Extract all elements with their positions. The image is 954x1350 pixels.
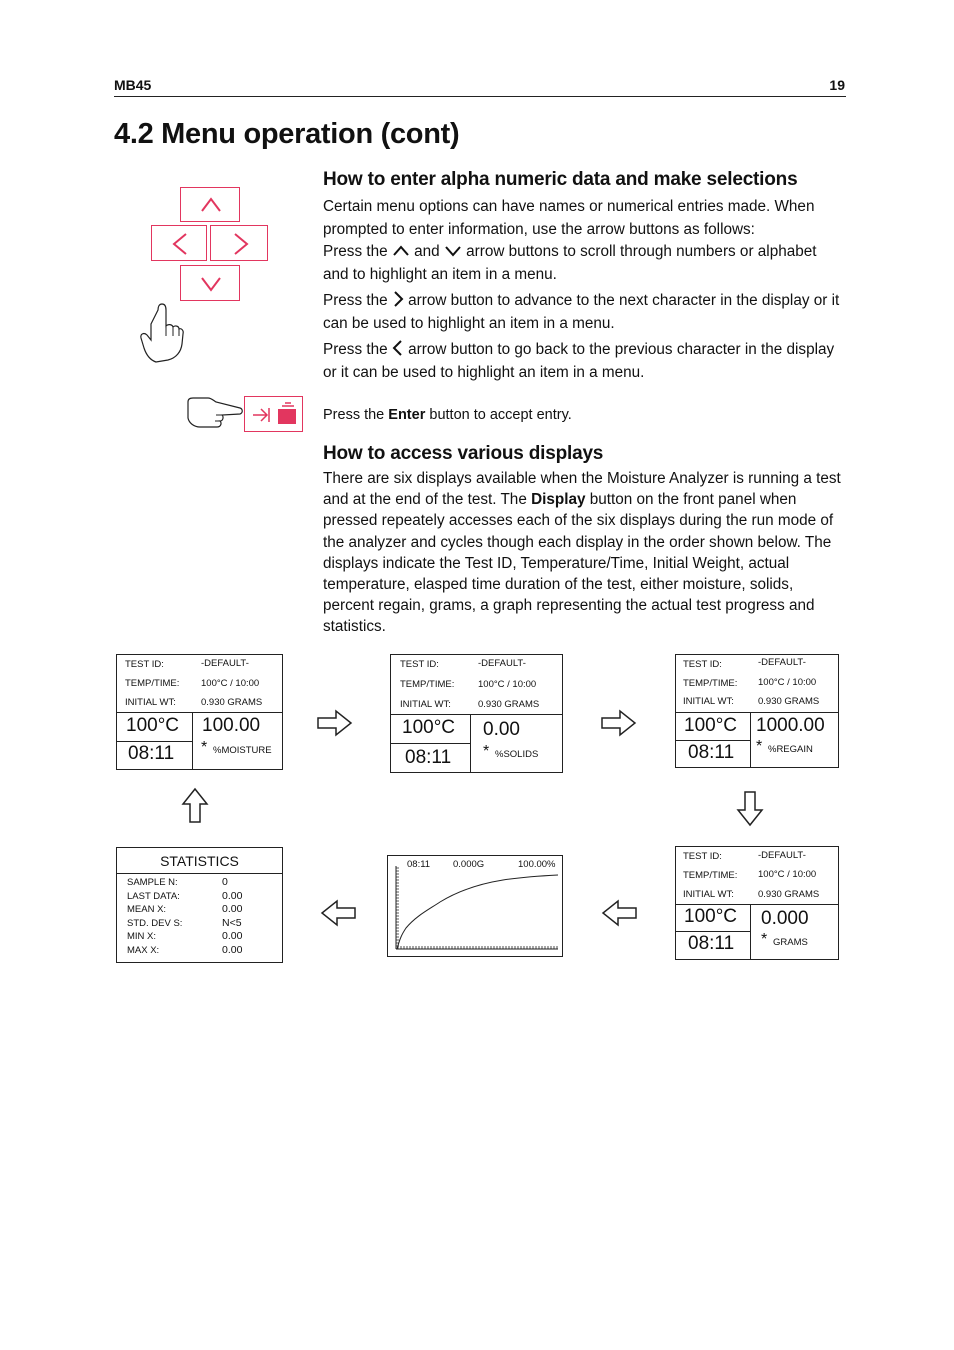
display-solids	[390, 654, 563, 773]
flow-arrow-icon	[600, 709, 638, 737]
value-temp-time: 100°C / 10:00	[758, 869, 817, 880]
page-title: 4.2 Menu operation (cont)	[114, 118, 460, 150]
left-arrow-icon	[392, 339, 404, 357]
star-marker: *	[483, 743, 490, 760]
star-marker: *	[756, 738, 763, 755]
graph-weight: 0.000G	[453, 859, 485, 870]
statistics-value: 0	[222, 876, 228, 888]
label-test-id: TEST ID:	[683, 659, 722, 670]
value-initial-wt: 0.930 GRAMS	[201, 697, 263, 708]
intro-paragraph: Certain menu options can have names or numerical entries made. When prompted to enter information, use the arrow buttons as follows:	[323, 198, 815, 238]
value-initial-wt: 0.930 GRAMS	[478, 699, 540, 710]
value-temp-time: 100°C / 10:00	[478, 679, 537, 690]
value-initial-wt: 0.930 GRAMS	[758, 696, 820, 707]
solids-value: 0.00	[483, 719, 520, 740]
header-rule	[114, 96, 846, 97]
time-readout: 08:11	[688, 742, 735, 763]
flow-arrow-icon	[316, 709, 354, 737]
enter-keyword: Enter	[388, 407, 426, 423]
p3-text: arrow button to go back to the previous character in the display or it can be used to highlight an item in a menu.	[323, 341, 835, 381]
display-moisture	[116, 654, 283, 770]
regain-unit: %REGAIN	[768, 744, 813, 755]
label-temp-time: TEMP/TIME:	[125, 678, 180, 689]
right-arrow-key-icon	[210, 225, 268, 261]
temperature-readout: 100°C	[402, 717, 456, 738]
progress-graph	[388, 856, 564, 958]
down-arrow-key-icon	[180, 265, 240, 301]
up-arrow-key-icon	[180, 187, 240, 222]
display-grams	[675, 846, 839, 960]
label-temp-time: TEMP/TIME:	[400, 679, 455, 690]
flow-arrow-icon	[319, 899, 357, 927]
statistics-label: STD. DEV S:	[127, 917, 183, 929]
time-readout: 08:11	[688, 933, 735, 954]
p1-and: and	[414, 243, 440, 260]
statistics-value: 0.00	[222, 943, 243, 956]
value-test-id: -DEFAULT-	[478, 658, 526, 669]
statistics-title: STATISTICS	[160, 853, 239, 869]
pointing-hand-icon	[186, 394, 244, 435]
down-arrow-icon	[444, 243, 462, 259]
label-test-id: TEST ID:	[400, 659, 439, 670]
value-test-id: -DEFAULT-	[758, 657, 806, 668]
statistics-value: 0.00	[222, 889, 243, 902]
graph-percent: 100.00%	[518, 859, 556, 870]
value-temp-time: 100°C / 10:00	[758, 677, 817, 688]
label-initial-wt: INITIAL WT:	[683, 696, 734, 707]
p2-press: Press the	[323, 292, 388, 309]
flow-arrow-icon	[600, 899, 638, 927]
display-graph	[387, 855, 563, 957]
moisture-unit: %MOISTURE	[213, 745, 272, 756]
left-arrow-key-icon	[151, 225, 207, 261]
p1-text: arrow buttons to scroll through numbers or alphabet and to highlight an item in a menu.	[323, 243, 817, 283]
grams-unit: GRAMS	[773, 937, 808, 948]
display-regain	[675, 654, 839, 768]
enter-instruction	[323, 404, 572, 427]
statistics-label: MIN X:	[127, 931, 157, 942]
p1-press: Press the	[323, 243, 388, 260]
displays-text-a: There are six displays available when the Moisture Analyzer is running a test and at the end of the test. The	[323, 470, 841, 509]
statistics-label: MEAN X:	[127, 904, 167, 915]
display-statistics	[116, 847, 283, 963]
section-heading-displays: How to access various displays	[323, 443, 604, 464]
section-heading-data-entry: How to enter alpha numeric data and make selections	[323, 169, 798, 190]
statistics-value: 0.00	[222, 930, 243, 942]
enter-press: Press the	[323, 407, 385, 423]
label-initial-wt: INITIAL WT:	[400, 699, 451, 710]
p3-press: Press the	[323, 341, 388, 358]
value-test-id: -DEFAULT-	[201, 658, 249, 669]
displays-text-b: button on the front panel when pressed repeately accesses each of the six displays during the run mode of the analyzer and cycles though each display in the order shown below. The displays indicate the Test ID, Temperature/Time, Initial Weight, actual temperature, elasped time duration of the test, either moisture, solids, percent regain, grams, a graph representing the actual test progress and statistics.	[323, 491, 834, 636]
solids-unit: %SOLIDS	[495, 749, 539, 760]
regain-value: 1000.00	[756, 715, 825, 736]
enter-text: button to accept entry.	[429, 407, 572, 423]
label-initial-wt: INITIAL WT:	[125, 697, 176, 708]
star-marker: *	[761, 931, 768, 948]
statistics-label: LAST DATA:	[127, 890, 180, 902]
label-test-id: TEST ID:	[683, 851, 722, 862]
page-number: 19	[829, 77, 845, 93]
statistics-value: N<5	[222, 916, 242, 929]
time-readout: 08:11	[405, 747, 452, 768]
temperature-readout: 100°C	[126, 715, 180, 736]
header-model: MB45	[114, 77, 152, 93]
up-arrow-icon	[392, 243, 410, 259]
statistics-label: SAMPLE N:	[127, 877, 178, 888]
displays-paragraph	[323, 468, 845, 638]
label-initial-wt: INITIAL WT:	[683, 889, 734, 900]
graph-time: 08:11	[407, 859, 431, 870]
value-initial-wt: 0.930 GRAMS	[758, 889, 820, 900]
label-temp-time: TEMP/TIME:	[683, 870, 738, 881]
statistics-value: 0.00	[222, 903, 243, 915]
label-test-id: TEST ID:	[125, 659, 164, 670]
right-arrow-icon	[392, 290, 404, 308]
time-readout: 08:11	[128, 743, 175, 764]
display-keyword: Display	[531, 491, 586, 509]
pointing-hand-icon	[138, 302, 186, 369]
flow-arrow-icon	[180, 786, 210, 824]
section-data-entry-text	[323, 196, 845, 384]
moisture-value: 100.00	[202, 715, 261, 736]
temperature-readout: 100°C	[684, 906, 738, 927]
p2-text: arrow button to advance to the next character in the display or it can be used to highlight an item in a menu.	[323, 292, 840, 332]
value-test-id: -DEFAULT-	[758, 850, 806, 861]
grams-value: 0.000	[761, 908, 809, 929]
label-temp-time: TEMP/TIME:	[683, 678, 738, 689]
enter-key-icon	[244, 396, 303, 432]
star-marker: *	[201, 739, 208, 756]
statistics-label: MAX X:	[127, 944, 160, 956]
flow-arrow-icon	[735, 790, 765, 828]
temperature-readout: 100°C	[684, 715, 738, 736]
value-temp-time: 100°C / 10:00	[201, 678, 260, 689]
